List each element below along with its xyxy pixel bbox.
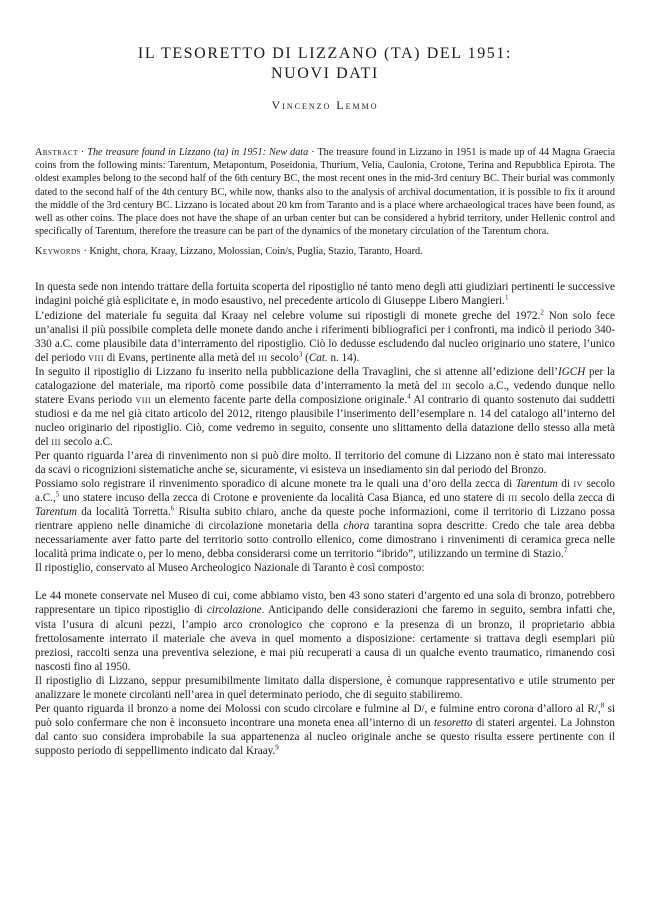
paragraph-4: Per quanto riguarda l’area di rinvenimento non si può dire molto. Il territorio del comune di Lizzano non è stato mai interessato da scavi o ricognizioni sistematiche anche se, sicuramente, vi esisteva un insediamento sin dal periodo del Bronzo. <box>35 449 615 477</box>
keywords-label: Keywords <box>35 246 81 258</box>
abstract-sep: · <box>77 147 88 158</box>
footnote-ref-8: 8 <box>600 701 605 710</box>
p3-text-a: In seguito il ripostiglio di Lizzano fu inserito nella pubblicazione della Travaglini, che si attenne all’edizione dell’ <box>35 365 559 378</box>
p3-text-e: Al contrario di quanto sostenuto dai suddetti studiosi e da me nel già citato articolo del 2012, ritengo plausibile l’inserimento dell’esemplare n. 14 del catalogo all’interno del nucleo originario del ripostiglio. Ciò, come vedremo in seguito, consente uno slittamento della datazione dello stesso alla metà del <box>35 393 615 448</box>
title-line-1: IL TESORETTO DI LIZZANO (TA) DEL 1951: <box>137 45 513 62</box>
p2-text-b: Non solo fece un’analisi il più possibile completa delle monete dando anche i riferimenti bibliografici per i confronti, ma indicò il periodo 340-330 a.C. come plausibile data d’interramento del ripostiglio. Ciò lo dedusse escludendo dal nucleo originario uno statere, l’unico del periodo <box>35 309 615 364</box>
p2-text-d: secolo <box>267 351 299 364</box>
p2-roman-viii: viii <box>88 351 104 364</box>
abstract-label: Abstract <box>35 147 78 158</box>
p3-text-c: secolo a.C., vedendo dunque nello statere Evans periodo <box>35 379 615 406</box>
p2-roman-iii: iii <box>258 351 268 364</box>
footnote-ref-7: 7 <box>563 546 568 555</box>
p5-text-f: da località Torretta. <box>76 506 171 519</box>
footnote-ref-1: 1 <box>504 293 509 302</box>
p5-chora: chora <box>343 520 370 533</box>
abstract <box>35 146 615 238</box>
abstract-text: · The treasure found in Lizzano in 1951 is made up of 44 Magna Graecia coins from the following mints: Tarentum, Metapontum, Poseidonia, Thurium, Velia, Caulonia, Crotone, Terina and Repubblica Epirota. The oldest examples belong to the second half of the 6th century BC, the most recent ones in the mid-3rd century BC. Their burial was commonly dated to the second half of the 4th century BC, while now, thanks also to the analysis of archival documentation, it is possible to fix it around the middle of the 3rd century BC. Lizzano is located about 20 km from Taranto and is a place where archaeological traces have been found, as well as other coins. The place does not have the shape of an urban center but can be considered a hybrid territory, under Hellenic control and specifically of Tarentum, therefore the treasure can be part of the dynamics of the monetary circulation of the Tarentum chora. <box>35 147 615 238</box>
p3-roman-iii-2: iii <box>51 435 61 448</box>
article-body <box>35 280 615 758</box>
p5-text-c: secolo a.C., <box>35 478 615 505</box>
p5-text-e: secolo della zecca di <box>517 492 615 505</box>
p7-circolazione: circolazione <box>206 604 262 617</box>
p9-tesoretto: tesoretto <box>433 716 473 729</box>
p5-tarentum: Tarentum <box>515 478 558 491</box>
p7-text-b: . Anticipando delle considerazioni che faremo in seguito, sembra infatti che, vista l’usura di alcuni pezzi, l’ampio arco cronologico che coprono e la presenza di un bronzo, il proprietario abbia frettolosamente interrato il materiale che aveva in quel momento a disposizione: certamente si trattava degli esemplari più preziosi, raccolti senza una preventiva selezione, e mai più recuperati a causa di un qualche evento traumatico, rimanendo così nascosti fino al 1950. <box>35 604 615 673</box>
paragraph-2 <box>35 309 615 365</box>
footnote-ref-4: 4 <box>407 392 411 401</box>
p5-text-b: di <box>557 478 574 491</box>
paragraph-1 <box>35 280 615 308</box>
p5-roman-iii: iii <box>508 492 518 505</box>
p2-text-e: ( <box>302 351 309 364</box>
p2-cat: Cat. <box>308 351 328 364</box>
p2-text-f: n. 14). <box>327 351 360 364</box>
p3-igch: IGCH <box>558 365 586 378</box>
article-page <box>35 44 615 758</box>
p5-roman-iv: iv <box>573 478 583 491</box>
p3-text-d: un elemento facente parte della composizione originale. <box>151 393 408 406</box>
p7-text-a: Le 44 monete conservate nel Museo di cui, come abbiamo visto, ben 43 sono stateri d’argento ed una sola di bronzo, potrebbero rappresentare un tipico ripostiglio di <box>35 590 615 617</box>
p2-text-c: di Evans, pertinente alla metà del <box>104 351 259 364</box>
footnote-ref-5: 5 <box>55 490 60 499</box>
p5-tarentum-2: Tarentum <box>35 506 77 519</box>
author-name: Vincenzo Lemmo <box>271 98 379 112</box>
p9-text-a: Per quanto riguarda il bronzo a nome dei Molossi con scudo circolare e fulmine al D/, e fulmine entro corona d’alloro al R/, <box>35 702 601 715</box>
footnote-ref-6: 6 <box>170 504 175 513</box>
keywords <box>35 245 615 258</box>
p5-text-h: tarantina sopra descritte. Credo che tale area debba necessariamente aver fatto parte del territorio sotto controllo ellenico, come dimostrano i rinvenimenti di ceramica greca nelle località prima indicate o, per lo meno, debba considerarsi come un territorio “ibrido”, utilizzando un termine di Stazio. <box>35 520 615 561</box>
article-title <box>35 44 615 84</box>
p5-text-a: Possiamo solo registrare il rinvenimento sporadico di alcune monete tra le quali una d’oro della zecca di <box>35 478 516 491</box>
p3-text-f: secolo a.C. <box>60 435 113 448</box>
footnote-ref-3: 3 <box>298 349 303 358</box>
keywords-text: · Knight, chora, Kraay, Lizzano, Molossian, Coin/s, Puglia, Stazio, Taranto, Hoard. <box>80 246 423 258</box>
title-line-2: NUOVI DATI <box>271 65 379 82</box>
p2-text-a: L’edizione del materiale fu seguita dal Kraay nel celebre volume sui ripostigli di monete greche del 1972. <box>35 309 541 322</box>
p5-text-g: Risulta subito chiaro, anche da queste poche informazioni, come il territorio di Lizzano possa rientrare appieno nelle dinamiche di circolazione monetaria della <box>35 506 615 533</box>
paragraph-7 <box>35 589 615 673</box>
p3-roman-viii: viii <box>135 393 152 406</box>
p1-text: In questa sede non intendo trattare della fortuita scoperta del ripostiglio né tanto meno degli atti giudiziari pertinenti le successive indagini poiché già esplicitate e, in modo esaustivo, nel precedente articolo di Giuseppe Libero Mangieri. <box>35 281 615 308</box>
footnote-ref-2: 2 <box>540 307 544 316</box>
abstract-title: The treasure found in Lizzano (ta) in 1951: New data <box>87 147 309 158</box>
paragraph-6: Il ripostiglio, conservato al Museo Archeologico Nazionale di Taranto è così composto: <box>35 562 425 575</box>
p9-text-c: di stateri argentei. La Johnston dal canto suo considera improbabile la sua appartenenza al nucleo originale anche se questo risulta essere pertinente con il supposto periodo di seppellimento indicato dal Kraay. <box>35 716 616 757</box>
p9-text-b: si può solo confermare che non è inconsueto incontrare una moneta enea all’interno di un <box>35 702 615 729</box>
paragraph-3 <box>35 365 615 449</box>
p3-roman-iii: iii <box>441 379 452 392</box>
paragraph-8: Il ripostiglio di Lizzano, seppur presumibilmente limitato dalla dispersione, è comunque rappresentativo e utile strumento per analizzare le monete circolanti nell’area in quel determinato periodo, che di seguito stabiliremo. <box>35 674 615 701</box>
paragraph-9 <box>35 702 615 758</box>
p5-text-d: uno statere incuso della zecca di Crotone e proveniente da località Casa Bianca, ed uno statere di <box>59 492 509 505</box>
p3-text-b: per la catalogazione del materiale, ma riportò come possibile data d’interramento la metà del <box>35 365 616 392</box>
paragraph-5 <box>35 477 615 561</box>
footnote-ref-9: 9 <box>275 743 279 752</box>
